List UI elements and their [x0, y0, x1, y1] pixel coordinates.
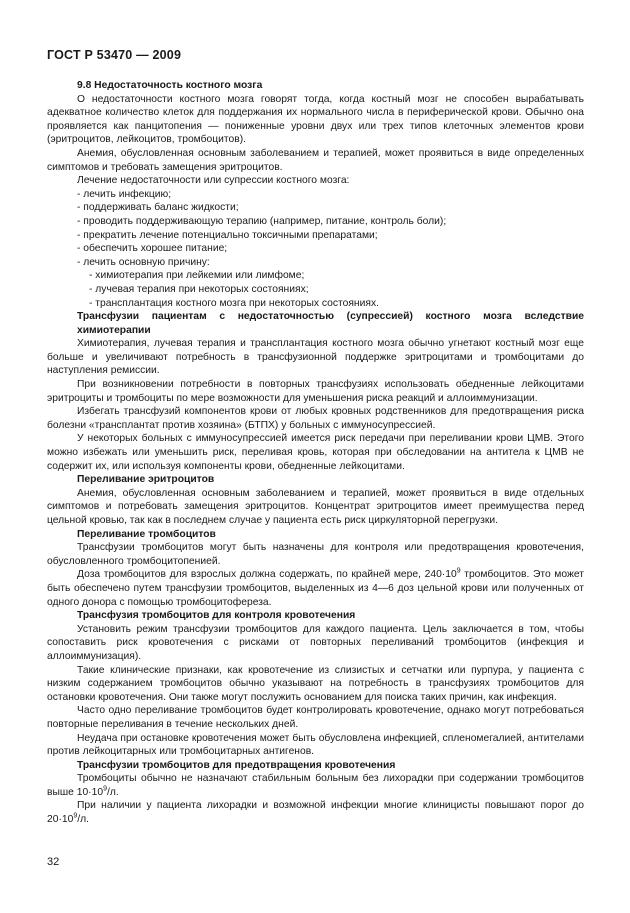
page-header: ГОСТ Р 53470 — 2009 — [47, 48, 182, 62]
paragraph: Анемия, обусловленная основным заболеванием и терапией, может проявиться в виде определенных симптомов и требовать замещения эритроцитов. — [47, 147, 584, 173]
superscript: 9 — [456, 567, 461, 575]
superscript: 9 — [103, 785, 107, 793]
paragraph: Установить режим трансфузии тромбоцитов для каждого пациента. Цель заключается в том, чтобы сопоставить риск кровотечения с рисками от повторных переливаний тромбоцитов (инфекция и аллоиммунизация). — [47, 623, 584, 662]
paragraph: О недостаточности костного мозга говорят тогда, когда костный мозг не способен вырабатывать адекватное количество клеток для поддержания их нормального числа в периферической крови. Обычно она проявляется как панцитопения — пониженные уровни двух или трех типов клеточных элементов крови (эритроцитов, лейкоцитов, тромбоцитов). — [47, 93, 584, 146]
section-title: 9.8 Недостаточность костного мозга — [77, 80, 263, 91]
paragraph: При возникновении потребности в повторных трансфузиях использовать обедненные лейкоцитами эритроциты и тромбоциты по мере возможности для уменьшения риска реакций и аллоиммунизации. — [47, 379, 584, 404]
paragraph-threshold — [47, 799, 584, 826]
text-run: Тромбоциты обычно не назначают стабильным больным без лихорадки при содержании тромбоцитов выше 10·10 — [47, 773, 584, 798]
text-run: При наличии у пациента лихорадки и возможной инфекции многие клиницисты повышают порог до 20·10 — [47, 800, 584, 826]
paragraph: Лечение недостаточности или супрессии костного мозга: — [77, 175, 350, 187]
list-item: - поддерживать баланс жидкости; — [77, 202, 239, 214]
paragraph: Трансфузии тромбоцитов могут быть назначены для контроля или предотвращения кровотечения, обусловленного тромбоцитопенией. — [47, 542, 584, 567]
paragraph: Избегать трансфузий компонентов крови от любых кровных родственников для предотвращения риска болезни «трансплантат против хозяина» (БТПХ) у больных с иммуносупрессией. — [47, 406, 584, 431]
subheading: Трансфузии пациентам с недостаточностью (супрессией) костного мозга вследствие химиотерапии — [77, 311, 584, 336]
subheading: Трансфузии тромбоцитов для предотвращения кровотечения — [77, 759, 396, 771]
text-run: Доза тромбоцитов для взрослых должна содержать, по крайней мере, 240·10 — [77, 569, 457, 581]
text-run: /л. — [77, 814, 89, 826]
page-content — [47, 79, 584, 827]
paragraph: Часто одно переливание тромбоцитов будет контролировать кровотечение, однако могут потребоваться повторные переливания в течение нескольких дней. — [47, 705, 584, 730]
sub-list-item: - лучевая терапия при некоторых состояниях; — [89, 283, 309, 295]
sub-list-item: - химиотерапия при лейкемии или лимфоме; — [89, 270, 305, 282]
sub-list-item: - трансплантация костного мозга при некоторых состояниях. — [89, 297, 379, 309]
subheading: Переливание эритроцитов — [77, 474, 215, 486]
superscript: 9 — [73, 812, 78, 820]
paragraph: Неудача при остановке кровотечения может быть обусловлена инфекцией, спленомегалией, антителами против лейкоцитарных или тромбоцитарных антигенов. — [47, 732, 584, 758]
paragraph-threshold — [47, 772, 584, 799]
paragraph: У некоторых больных с иммуносупрессией имеется риск передачи при переливании крови ЦМВ. Этого можно избежать или уменьшить риск, переливая кровь, которая при обследовании на антитела к ЦМВ не содержит их, или используя компоненты крови, обедненные лейкоцитами. — [47, 433, 584, 472]
list-item: - лечить инфекцию; — [77, 188, 172, 200]
page-number: 32 — [47, 856, 60, 868]
paragraph: Такие клинические признаки, как кровотечение из слизистых и сетчатки или пурпура, у пациента с низким содержанием тромбоцитов обычно указывают на потребность в трансфузиях тромбоцитов для остановки кровотечения. Они также могут послужить основанием для поиска таких причин, как инфекция. — [47, 664, 584, 703]
paragraph-dose — [47, 568, 584, 609]
paragraph: Химиотерапия, лучевая терапия и трансплантация костного мозга обычно угнетают костный мозг еще больше и увеличивают потребность в трансфузионной поддержке эритроцитами и тромбоцитами до наступления ремиссии. — [47, 338, 584, 377]
text-run: /л. — [106, 786, 119, 798]
paragraph: Анемия, обусловленная основным заболеванием и терапией, может проявиться в виде отдельных симптомов и потребовать замещения эритроцитов. Концентрат эритроцитов имеет преимущества перед цельной кровью, так как в последнем случае у пациента есть риск циркуляторной перегрузки. — [47, 487, 584, 526]
list-item: - лечить основную причину: — [77, 256, 210, 268]
list-item: - прекратить лечение потенциально токсичными препаратами; — [77, 229, 378, 241]
subheading: Переливание тромбоцитов — [77, 528, 216, 540]
text-run: тромбоцитов. Это может быть обеспечено путем трансфузии тромбоцитов, выделенных из 4—6 доз цельной крови или полученных от одного донора с помощью тромбоцитофереза. — [47, 569, 584, 608]
list-item: - проводить поддерживающую терапию (например, питание, контроль боли); — [77, 215, 447, 227]
list-item: - обеспечить хорошее питание; — [77, 243, 228, 255]
subheading: Трансфузия тромбоцитов для контроля кровотечения — [77, 610, 356, 622]
